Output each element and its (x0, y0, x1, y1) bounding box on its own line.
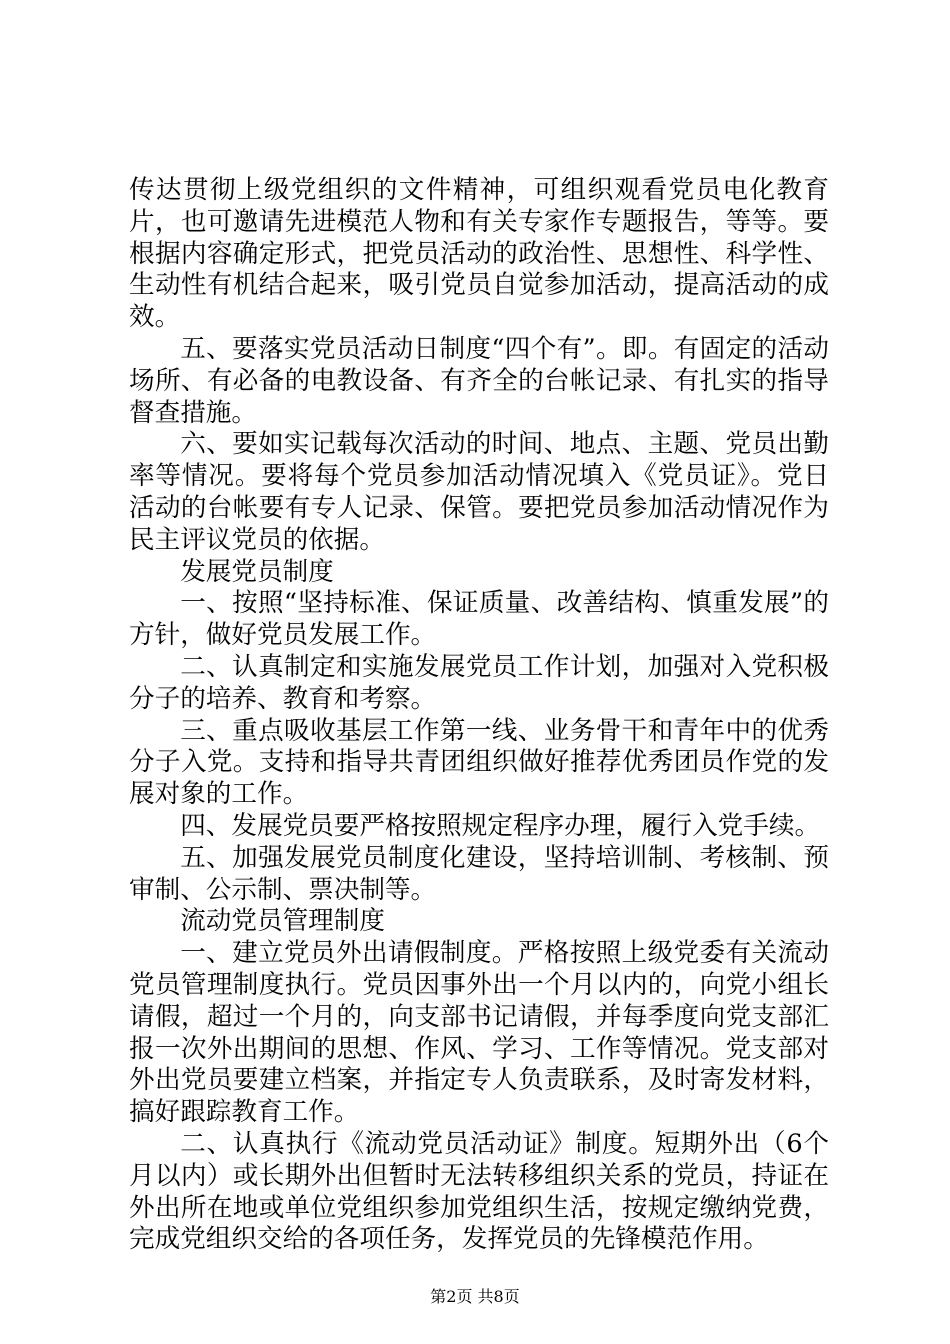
paragraph-3: 六、要如实记载每次活动的时间、地点、主题、党员出勤率等情况。要将每个党员参加活动情况填入《党员证》。党日活动的台帐要有专人记录、保管。要把党员参加活动情况作为民主评议党员的依据。 (129, 429, 829, 555)
paragraph-7: 三、重点吸收基层工作第一线、业务骨干和青年中的优秀分子入党。支持和指导共青团组织做好推荐优秀团员作党的发展对象的工作。 (129, 715, 829, 810)
section-heading-party-member-development: 发展党员制度 (180, 556, 334, 587)
section-heading-mobile-member-management: 流动党员管理制度 (180, 906, 385, 937)
paragraph-11: 一、建立党员外出请假制度。严格按照上级党委有关流动党员管理制度执行。党员因事外出一个月以内的，向党小组长请假，超过一个月的，向支部书记请假，并每季度向党支部汇报一次外出期间的思想、作风、学习、工作等情况。党支部对外出党员要建立档案，并指定专人负责联系，及时寄发材料，搞好跟踪教育工作。 (129, 938, 829, 1128)
paragraph-9: 五、加强发展党员制度化建设，坚持培训制、考核制、预审制、公示制、票决制等。 (129, 842, 829, 905)
paragraph-1: 传达贯彻上级党组织的文件精神，可组织观看党员电化教育片，也可邀请先进模范人物和有关专家作专题报告，等等。要根据内容确定形式，把党员活动的政治性、思想性、科学性、生动性有机结合起来，吸引党员自觉参加活动，提高活动的成效。 (129, 175, 829, 333)
paragraph-2: 五、要落实党员活动日制度“四个有”。即。有固定的活动场所、有必备的电教设备、有齐全的台帐记录、有扎实的指导督查措施。 (129, 333, 829, 428)
paragraph-6: 二、认真制定和实施发展党员工作计划，加强对入党积极分子的培养、教育和考察。 (129, 651, 829, 714)
paragraph-5: 一、按照“坚持标准、保证质量、改善结构、慎重发展”的方针，做好党员发展工作。 (129, 588, 829, 651)
page-footer: 第2页 共8页 (430, 1287, 520, 1306)
paragraph-12: 二、认真执行《流动党员活动证》制度。短期外出（6个月以内）或长期外出但暂时无法转移组织关系的党员，持证在外出所在地或单位党组织参加党组织生活，按规定缴纳党费，完成党组织交给的各项任务，发挥党员的先锋模范作用。 (129, 1128, 829, 1255)
paragraph-8: 四、发展党员要严格按照规定程序办理，履行入党手续。 (180, 810, 821, 841)
document-body (129, 175, 829, 1256)
